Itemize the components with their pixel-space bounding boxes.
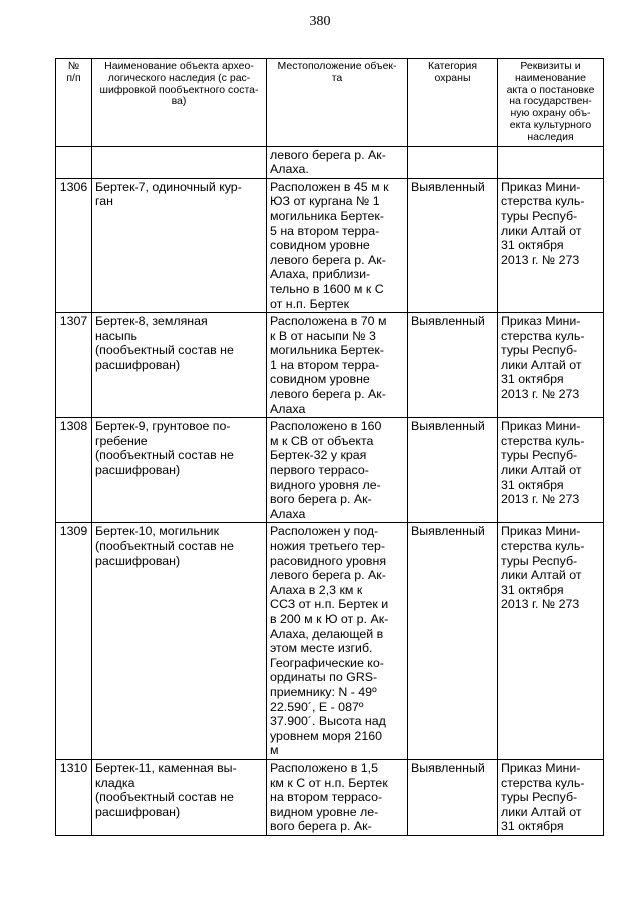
header-object-name: Наименование объекта архео- логического наследия (с рас- шифровкой пообъектного соста- ва) [92,59,267,147]
row-number: 1307 [56,313,92,418]
table-row [56,178,604,312]
row-category: Выявленный [408,313,498,418]
row-object-name: Бертек-8, земляная насыпь (пообъектный состав не расшифрован) [92,313,267,418]
row-location: Расположено в 1,5 км к С от н.п. Бертек на втором террасо- видном уровне ле- вого берега р. Ак- [267,759,408,835]
row-object-name: Бертек-9, грунтовое по- гребение (пообъектный состав не расшифрован) [92,418,267,523]
row-location: Расположен в 45 м к ЮЗ от кургана № 1 могильника Бертек- 5 на втором терра- совидном уровне левого берега р. Ак- Алаха, приблизи- тельно в 1600 м к С от н.п. Бертек [267,178,408,312]
table-row [56,759,604,835]
row-number [56,146,92,178]
row-location: Расположен у под- ножия третьего тер- расовидного уровня левого берега р. Ак- Алаха в 2,3 км к ССЗ от н.п. Бертек и в 200 м к Ю от р. Ак- Алаха, делающей в этом месте изгиб. Географические ко- ординаты по GRS- приемнику: N - 49º 22.590´, E - 087º 37.900´. Высота над уровнем моря 2160 м [267,523,408,760]
header-location: Местоположение объек- та [267,59,408,147]
table-row [56,313,604,418]
row-object-name: Бертек-10, могильник (пообъектный состав не расшифрован) [92,523,267,760]
row-number: 1309 [56,523,92,760]
row-location: Расположена в 70 м к В от насыпи № 3 могильника Бертек- 1 на втором терра- совидном уровне левого берега р. Ак- Алаха [267,313,408,418]
header-act-requisites: Реквизиты и наименование акта о постановке на государствен- ную охрану объ- екта культурного наследия [498,59,604,147]
row-category: Выявленный [408,523,498,760]
row-location: Расположено в 160 м к СВ от объекта Бертек-32 у края первого террасо- видного уровня ле- вого берега р. Ак- Алаха [267,418,408,523]
row-category [408,146,498,178]
row-location: левого берега р. Ак- Алаха. [267,146,408,178]
header-number: № п/п [56,59,92,147]
row-requisites: Приказ Мини- стерства куль- туры Респуб- лики Алтай от 31 октября 2013 г. № 273 [498,523,604,760]
row-object-name [92,146,267,178]
row-number: 1310 [56,759,92,835]
table-row-continuation [56,146,604,178]
header-protection-category: Категория охраны [408,59,498,147]
row-requisites: Приказ Мини- стерства куль- туры Респуб- лики Алтай от 31 октября 2013 г. № 273 [498,418,604,523]
row-number: 1308 [56,418,92,523]
page-number: 380 [309,14,331,29]
row-number: 1306 [56,178,92,312]
table-header-row [56,59,604,147]
row-object-name: Бертек-7, одиночный кур- ган [92,178,267,312]
table-row [56,418,604,523]
heritage-registry-table [55,58,604,836]
row-requisites: Приказ Мини- стерства куль- туры Респуб- лики Алтай от 31 октября 2013 г. № 273 [498,313,604,418]
row-object-name: Бертек-11, каменная вы- кладка (пообъектный состав не расшифрован) [92,759,267,835]
row-category: Выявленный [408,418,498,523]
row-category: Выявленный [408,759,498,835]
row-requisites: Приказ Мини- стерства куль- туры Респуб- лики Алтай от 31 октября 2013 г. № 273 [498,178,604,312]
row-category: Выявленный [408,178,498,312]
row-requisites [498,146,604,178]
row-requisites: Приказ Мини- стерства куль- туры Респуб- лики Алтай от 31 октября [498,759,604,835]
table-row [56,523,604,760]
